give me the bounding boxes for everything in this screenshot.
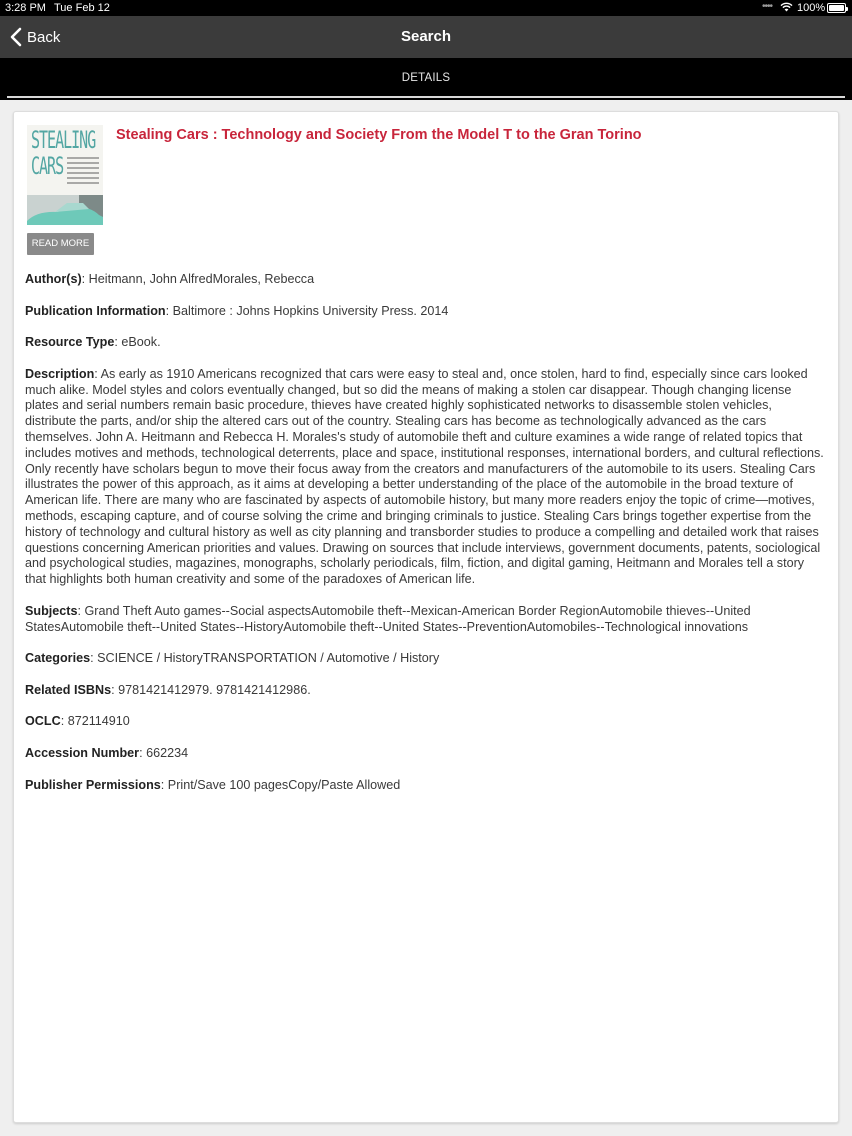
cover-subtitle-lines (67, 157, 99, 187)
field-accession-number: Accession Number: 662234 (25, 745, 189, 760)
tab-details[interactable]: DETAILS (401, 72, 451, 84)
field-label: Resource Type (25, 335, 115, 350)
status-bar (0, 0, 852, 16)
page-title: Search (400, 28, 452, 45)
battery-percent: 100% (797, 2, 826, 14)
field-label: Description (25, 366, 95, 381)
status-time: 3:28 PM (5, 2, 46, 14)
wifi-icon (780, 2, 793, 15)
field-description: Description: As early as 1910 Americans recognized that cars were easy to steal and, once stolen, hard to find, especially since cars looked much alike. Model styles and colors eventually changed, but so did the means of making a stolen car disappear. Though changing license plates and serial numbers remain basic procedure, thieves have created highly sophisticated networks to disassemble stolen vehicles, distribute the parts, and/or ship the altered cars out of the country. Stealing cars has become as technologically advanced as the cars themselves. John A. Heitmann and Rebecca H. Morales's study of automobile theft and culture examines a wide range of related topics that includes motives and methods, technological deterrents, place and space, institutional responses, international borders, and cultural reflections. Only recently have scholars begun to move their focus away from the creators and manufacturers of the automobile to its users. Stealing Cars illustrates the power of this approach, as it aims at developing a better understanding of the place of the automobile in the broad texture of American life. There are many who are fascinated by aspects of automobile history, but many more readers enjoy the topic of crime—motives, methods, escaping capture, and of course solving the crime and bringing criminals to justice. Stealing Cars brings together expertise from the history of technology and cultural history as well as city planning and transborder studies to produce a compelling and detailed work that raises questions concerning American priorities and values. Drawing on sources that include interviews, government documents, patents, sociological and psychological studies, magazines, monographs, scholarly periodicals, film, fiction, and digital gaming, Heitmann and Morales tell a story that highlights both human creativity and some of the paradoxes of American life. (25, 366, 824, 587)
field-value: 872114910 (67, 714, 130, 729)
car-illustration-icon (27, 195, 103, 225)
read-more-button[interactable]: READ MORE (27, 233, 94, 255)
field-label: OCLC (25, 714, 61, 729)
field-value: Grand Theft Auto games--Social aspectsAutomobile theft--Mexican-American Border RegionAutomobile thieves--United StatesAutomobile theft--United States--HistoryAutomobile theft--United States--PreventionAutomobiles--Technological innovations (25, 603, 751, 634)
status-date: Tue Feb 12 (54, 2, 110, 14)
signal-dots-icon: •••• (762, 1, 773, 12)
field-subjects: Subjects: Grand Theft Auto games--Social aspectsAutomobile theft--Mexican-American Border RegionAutomobile thieves--United StatesAutomobile theft--United States--HistoryAutomobile theft--United States--PreventionAutomobiles--Technological innovations (25, 603, 751, 634)
field-oclc: OCLC: 872114910 (25, 714, 130, 729)
field-label: Accession Number (25, 745, 140, 760)
field-label: Author(s) (25, 272, 82, 286)
field-label: Publisher Permissions (25, 777, 161, 792)
field-value: Heitmann, John AlfredMorales, Rebecca (88, 272, 315, 286)
field-value: Print/Save 100 pagesCopy/Paste Allowed (167, 777, 401, 792)
field-value: As early as 1910 Americans recognized that cars were easy to steal and, once stolen, hard to find, especially since cars looked much alike. Model styles and colors eventually changed, but so did the means of making a stolen car disappear. Though changing license plates and serial numbers remain basic procedure, thieves have created highly sophisticated networks to disassemble stolen vehicles, distribute the parts, and/or ship the altered cars out of the country. Stealing cars has become as technologically advanced as the cars themselves. John A. Heitmann and Rebecca H. Morales's study of automobile theft and culture examines a wide range of related topics that includes motives and methods, technological deterrents, place and space, institutional responses, international borders, and cultural reflections. Only recently have scholars begun to move their focus away from the creators and manufacturers of the automobile to its users. Stealing Cars illustrates the power of this approach, as it aims at developing a better understanding of the place of the automobile in the broad texture of American life. There are many who are fascinated by aspects of automobile history, but many more readers enjoy the topic of crime—motives, methods, escaping capture, and of course solving the crime and bringing criminals to justice. Stealing Cars brings together expertise from the history of technology and cultural history as well as city planning and transborder studies to produce a compelling and detailed work that raises questions concerning American priorities and values. Drawing on sources that include interviews, government documents, patents, sociological and psychological studies, magazines, monographs, scholarly periodicals, film, fiction, and digital gaming, Heitmann and Morales tell a story that highlights both human creativity and some of the paradoxes of American life. (25, 366, 824, 587)
tab-indicator (7, 96, 845, 98)
battery-icon (827, 3, 846, 13)
field-categories: Categories: SCIENCE / HistoryTRANSPORTATION / Automotive / History (25, 651, 440, 666)
detail-card (13, 111, 839, 1123)
field-related-isbns: Related ISBNs: 9781421412979. 9781421412986. (25, 682, 311, 697)
field-label: Publication Information (25, 303, 166, 318)
tab-bar (0, 58, 852, 100)
cover-title-line1: STEALING (31, 125, 96, 155)
cover-title-line2: CARS (31, 151, 64, 181)
field-value: SCIENCE / HistoryTRANSPORTATION / Automotive / History (97, 651, 440, 666)
field-authors: Author(s): Heitmann, John AlfredMorales, Rebecca (25, 272, 315, 286)
book-cover-image[interactable] (27, 125, 103, 225)
field-value: 662234 (146, 745, 189, 760)
field-resource-type: Resource Type: eBook. (25, 335, 161, 350)
field-value: 9781421412979. 9781421412986. (118, 682, 311, 697)
field-value: eBook. (121, 335, 161, 350)
field-publisher-permissions: Publisher Permissions: Print/Save 100 pagesCopy/Paste Allowed (25, 777, 401, 792)
field-label: Categories (25, 651, 91, 666)
field-value: Baltimore : Johns Hopkins University Press. 2014 (172, 303, 449, 318)
field-label: Subjects (25, 603, 78, 618)
navigation-bar (0, 16, 852, 58)
field-publication-information: Publication Information: Baltimore : Johns Hopkins University Press. 2014 (25, 303, 449, 318)
details-list (25, 272, 825, 809)
field-label: Related ISBNs (25, 682, 112, 697)
back-label: Back (27, 28, 61, 46)
book-title-link[interactable]: Stealing Cars : Technology and Society From the Model T to the Gran Torino (116, 127, 642, 143)
